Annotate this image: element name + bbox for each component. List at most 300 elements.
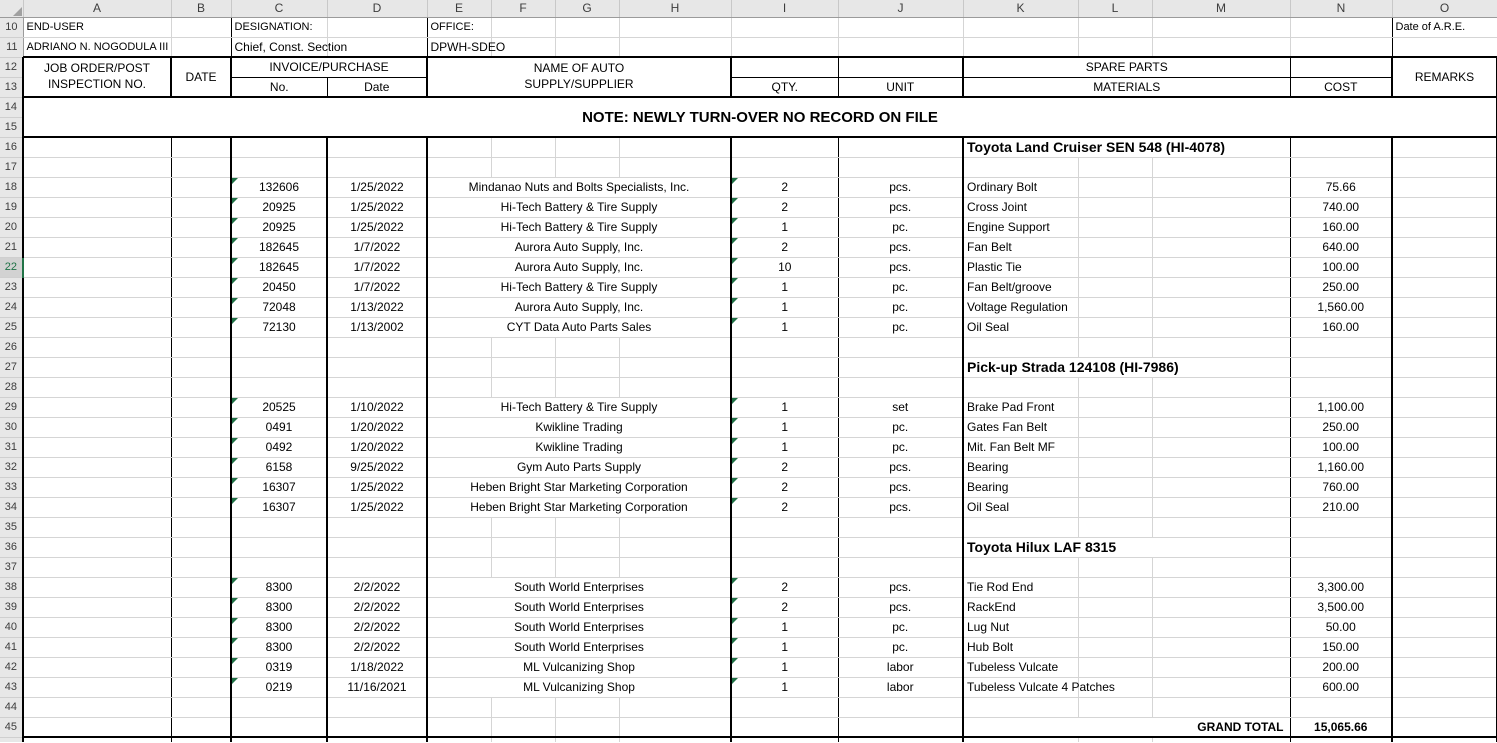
empty-cell[interactable]	[327, 517, 427, 537]
cell-qty[interactable]	[731, 677, 838, 697]
row-header-43[interactable]: 43	[0, 677, 23, 697]
empty-cell[interactable]	[1152, 637, 1290, 657]
row-header-11[interactable]: 11	[0, 37, 23, 57]
empty-cell[interactable]	[1152, 697, 1290, 717]
empty-cell[interactable]	[1078, 257, 1152, 277]
empty-cell[interactable]	[1392, 597, 1497, 617]
cell-material[interactable]	[963, 257, 1078, 277]
cell-unit[interactable]	[838, 297, 963, 317]
empty-cell[interactable]	[171, 397, 231, 417]
empty-cell[interactable]	[1290, 357, 1392, 377]
empty-cell[interactable]	[619, 557, 731, 577]
empty-cell[interactable]	[491, 557, 555, 577]
empty-cell[interactable]	[1152, 657, 1290, 677]
row-header-29[interactable]: 29	[0, 397, 23, 417]
empty-cell[interactable]	[1078, 377, 1152, 397]
empty-cell[interactable]	[23, 637, 171, 657]
column-header-l[interactable]: L	[1078, 0, 1152, 17]
cell-invoice-date[interactable]	[327, 237, 427, 257]
empty-cell[interactable]	[838, 377, 963, 397]
column-header-o[interactable]: O	[1392, 0, 1497, 17]
column-header-e[interactable]: E	[427, 0, 491, 17]
select-all-button[interactable]	[0, 0, 23, 17]
column-header-b[interactable]: B	[171, 0, 231, 17]
empty-cell[interactable]	[555, 517, 619, 537]
cell-invoice-no[interactable]	[231, 237, 327, 257]
row-header-39[interactable]: 39	[0, 597, 23, 617]
column-header-a[interactable]: A	[23, 0, 171, 17]
empty-cell[interactable]	[555, 737, 619, 742]
empty-cell[interactable]	[23, 737, 171, 742]
empty-cell[interactable]	[1392, 657, 1497, 677]
column-header-i[interactable]: I	[731, 0, 838, 17]
cell-qty[interactable]	[731, 617, 838, 637]
empty-cell[interactable]	[619, 697, 731, 717]
empty-cell[interactable]	[491, 377, 555, 397]
empty-cell[interactable]	[963, 37, 1078, 57]
cell-invoice-date[interactable]	[327, 477, 427, 497]
cell-material[interactable]	[963, 457, 1078, 477]
cell-cost[interactable]	[1290, 197, 1392, 217]
cell-invoice-no[interactable]	[231, 217, 327, 237]
empty-cell[interactable]	[731, 137, 838, 157]
empty-cell[interactable]	[1152, 577, 1290, 597]
cell-supplier[interactable]	[427, 457, 731, 477]
empty-cell[interactable]	[1078, 617, 1152, 637]
empty-cell[interactable]	[231, 737, 327, 742]
cell-invoice-no[interactable]	[231, 417, 327, 437]
cell-invoice-no[interactable]	[231, 277, 327, 297]
row-header-34[interactable]: 34	[0, 497, 23, 517]
empty-cell[interactable]	[1152, 457, 1290, 477]
cell-qty[interactable]	[731, 497, 838, 517]
row-header-31[interactable]: 31	[0, 437, 23, 457]
empty-cell[interactable]	[619, 157, 731, 177]
cell-invoice-date[interactable]	[327, 657, 427, 677]
empty-cell[interactable]	[171, 737, 231, 742]
empty-cell[interactable]	[1152, 17, 1290, 37]
cell-unit[interactable]	[838, 417, 963, 437]
empty-cell[interactable]	[963, 737, 1078, 742]
cell-cost[interactable]	[1290, 457, 1392, 477]
empty-cell[interactable]	[1078, 237, 1152, 257]
empty-cell[interactable]	[555, 357, 619, 377]
empty-cell[interactable]	[1078, 577, 1152, 597]
empty-cell[interactable]	[231, 537, 327, 557]
empty-cell[interactable]	[1152, 437, 1290, 457]
cell-cost[interactable]	[1290, 397, 1392, 417]
empty-cell[interactable]	[1290, 17, 1392, 37]
cell-qty[interactable]	[731, 177, 838, 197]
empty-cell[interactable]	[327, 717, 427, 737]
empty-cell[interactable]	[555, 37, 619, 57]
note-banner[interactable]: NOTE: NEWLY TURN-OVER NO RECORD ON FILE	[23, 97, 1497, 137]
empty-cell[interactable]	[838, 357, 963, 377]
header-remarks[interactable]: REMARKS	[1392, 57, 1497, 97]
empty-cell[interactable]	[427, 537, 491, 557]
row-header-13[interactable]: 13	[0, 77, 23, 97]
empty-cell[interactable]	[731, 697, 838, 717]
cell-invoice-no[interactable]	[231, 197, 327, 217]
cell-invoice-no[interactable]	[231, 637, 327, 657]
empty-cell[interactable]	[838, 17, 963, 37]
empty-cell[interactable]	[491, 337, 555, 357]
cell-invoice-date[interactable]	[327, 197, 427, 217]
cell-material[interactable]	[963, 317, 1078, 337]
empty-cell[interactable]	[427, 557, 491, 577]
empty-cell[interactable]	[555, 717, 619, 737]
empty-cell[interactable]	[23, 717, 171, 737]
cell-cost[interactable]	[1290, 597, 1392, 617]
empty-cell[interactable]	[171, 337, 231, 357]
empty-cell[interactable]	[171, 677, 231, 697]
row-header-40[interactable]: 40	[0, 617, 23, 637]
empty-cell[interactable]	[555, 557, 619, 577]
empty-cell[interactable]	[1078, 297, 1152, 317]
empty-cell[interactable]	[1152, 297, 1290, 317]
empty-cell[interactable]	[1392, 277, 1497, 297]
row-header-15[interactable]: 15	[0, 117, 23, 137]
column-header-d[interactable]: D	[327, 0, 427, 17]
empty-cell[interactable]	[619, 37, 731, 57]
empty-cell[interactable]	[619, 377, 731, 397]
empty-cell[interactable]	[23, 257, 171, 277]
row-header-21[interactable]: 21	[0, 237, 23, 257]
cell-material[interactable]	[963, 617, 1078, 637]
empty-cell[interactable]	[1152, 37, 1290, 57]
empty-cell[interactable]	[1152, 217, 1290, 237]
empty-cell[interactable]	[171, 697, 231, 717]
cell-supplier[interactable]	[427, 237, 731, 257]
empty-cell[interactable]	[171, 37, 231, 57]
empty-cell[interactable]	[838, 697, 963, 717]
empty-cell[interactable]	[963, 377, 1078, 397]
empty-cell[interactable]	[1392, 317, 1497, 337]
header-date[interactable]: DATE	[171, 57, 231, 97]
cell-invoice-no[interactable]	[231, 177, 327, 197]
empty-cell[interactable]	[1392, 517, 1497, 537]
cell-qty[interactable]	[731, 277, 838, 297]
empty-cell[interactable]	[23, 417, 171, 437]
empty-cell[interactable]	[1392, 177, 1497, 197]
empty-cell[interactable]	[1078, 457, 1152, 477]
cell-material[interactable]	[963, 417, 1078, 437]
empty-cell[interactable]	[23, 397, 171, 417]
cell-cost[interactable]	[1290, 657, 1392, 677]
empty-cell[interactable]	[1392, 497, 1497, 517]
cell-supplier[interactable]	[427, 297, 731, 317]
row-header-46[interactable]	[0, 737, 23, 742]
cell-material[interactable]	[963, 657, 1078, 677]
empty-cell[interactable]	[327, 337, 427, 357]
empty-cell[interactable]	[171, 257, 231, 277]
cell-invoice-no[interactable]	[231, 437, 327, 457]
empty-cell[interactable]	[1078, 417, 1152, 437]
empty-cell[interactable]	[23, 677, 171, 697]
cell-end-user-label[interactable]: END-USER	[23, 17, 171, 37]
empty-cell[interactable]	[327, 157, 427, 177]
cell-qty[interactable]	[731, 217, 838, 237]
empty-cell[interactable]	[231, 157, 327, 177]
empty-cell[interactable]	[731, 517, 838, 537]
grand-total-label-cell[interactable]	[963, 717, 1290, 737]
cell-invoice-no[interactable]	[231, 497, 327, 517]
cell-invoice-no[interactable]	[231, 297, 327, 317]
cell-invoice-date[interactable]	[327, 597, 427, 617]
empty-cell[interactable]	[963, 697, 1078, 717]
empty-cell[interactable]	[491, 157, 555, 177]
empty-cell[interactable]	[231, 137, 327, 157]
empty-cell[interactable]	[838, 157, 963, 177]
empty-cell[interactable]	[427, 517, 491, 537]
empty-cell[interactable]	[731, 537, 838, 557]
cell-unit[interactable]	[838, 257, 963, 277]
empty-cell[interactable]	[1152, 317, 1290, 337]
empty-cell[interactable]	[1078, 157, 1152, 177]
cell-unit[interactable]	[838, 217, 963, 237]
column-header-h[interactable]: H	[619, 0, 731, 17]
empty-cell[interactable]	[171, 217, 231, 237]
empty-cell[interactable]	[171, 437, 231, 457]
empty-cell[interactable]	[1152, 557, 1290, 577]
empty-cell[interactable]	[327, 17, 427, 37]
row-header-20[interactable]: 20	[0, 217, 23, 237]
cell-unit[interactable]	[838, 457, 963, 477]
cell-material[interactable]	[963, 237, 1078, 257]
empty-cell[interactable]	[23, 237, 171, 257]
cell-supplier[interactable]	[427, 437, 731, 457]
empty-cell[interactable]	[1392, 437, 1497, 457]
empty-cell[interactable]	[838, 57, 963, 77]
empty-cell[interactable]	[1078, 197, 1152, 217]
empty-cell[interactable]	[23, 537, 171, 557]
empty-cell[interactable]	[23, 177, 171, 197]
empty-cell[interactable]	[171, 137, 231, 157]
column-header-k[interactable]: K	[963, 0, 1078, 17]
cell-cost[interactable]	[1290, 417, 1392, 437]
cell-unit[interactable]	[838, 477, 963, 497]
row-header-10[interactable]: 10	[0, 17, 23, 37]
empty-cell[interactable]	[327, 137, 427, 157]
empty-cell[interactable]	[963, 17, 1078, 37]
cell-invoice-date[interactable]	[327, 217, 427, 237]
empty-cell[interactable]	[1078, 597, 1152, 617]
cell-unit[interactable]	[838, 197, 963, 217]
empty-cell[interactable]	[1392, 337, 1497, 357]
empty-cell[interactable]	[731, 37, 838, 57]
empty-cell[interactable]	[1392, 617, 1497, 637]
cell-unit[interactable]	[838, 637, 963, 657]
cell-unit[interactable]	[838, 177, 963, 197]
section-title-cell[interactable]	[963, 537, 1290, 557]
empty-cell[interactable]	[23, 617, 171, 637]
row-header-23[interactable]: 23	[0, 277, 23, 297]
empty-cell[interactable]	[171, 317, 231, 337]
cell-qty[interactable]	[731, 297, 838, 317]
empty-cell[interactable]	[23, 357, 171, 377]
empty-cell[interactable]	[23, 477, 171, 497]
empty-cell[interactable]	[1392, 477, 1497, 497]
row-header-35[interactable]: 35	[0, 517, 23, 537]
empty-cell[interactable]	[1078, 277, 1152, 297]
header-materials[interactable]: MATERIALS	[963, 77, 1290, 97]
cell-qty[interactable]	[731, 457, 838, 477]
empty-cell[interactable]	[171, 417, 231, 437]
cell-qty[interactable]	[731, 657, 838, 677]
cell-unit[interactable]	[838, 237, 963, 257]
empty-cell[interactable]	[1392, 237, 1497, 257]
empty-cell[interactable]	[838, 537, 963, 557]
empty-cell[interactable]	[963, 337, 1078, 357]
empty-cell[interactable]	[619, 337, 731, 357]
cell-supplier[interactable]	[427, 477, 731, 497]
header-supplier[interactable]	[427, 57, 731, 97]
cell-cost[interactable]	[1290, 677, 1392, 697]
empty-cell[interactable]	[1392, 697, 1497, 717]
row-header-32[interactable]: 32	[0, 457, 23, 477]
cell-material[interactable]	[963, 297, 1078, 317]
empty-cell[interactable]	[1290, 517, 1392, 537]
row-header-26[interactable]: 26	[0, 337, 23, 357]
empty-cell[interactable]	[23, 557, 171, 577]
cell-unit[interactable]	[838, 677, 963, 697]
empty-cell[interactable]	[491, 697, 555, 717]
empty-cell[interactable]	[1392, 577, 1497, 597]
cell-cost[interactable]	[1290, 497, 1392, 517]
cell-supplier[interactable]	[427, 637, 731, 657]
cell-unit[interactable]	[838, 317, 963, 337]
empty-cell[interactable]	[838, 557, 963, 577]
row-header-36[interactable]: 36	[0, 537, 23, 557]
empty-cell[interactable]	[231, 697, 327, 717]
empty-cell[interactable]	[838, 717, 963, 737]
cell-supplier[interactable]	[427, 177, 731, 197]
empty-cell[interactable]	[171, 357, 231, 377]
empty-cell[interactable]	[327, 557, 427, 577]
row-header-17[interactable]: 17	[0, 157, 23, 177]
empty-cell[interactable]	[23, 157, 171, 177]
empty-cell[interactable]	[491, 737, 555, 742]
empty-cell[interactable]	[555, 697, 619, 717]
empty-cell[interactable]	[491, 537, 555, 557]
empty-cell[interactable]	[731, 157, 838, 177]
empty-cell[interactable]	[1078, 317, 1152, 337]
empty-cell[interactable]	[231, 337, 327, 357]
row-header-37[interactable]: 37	[0, 557, 23, 577]
empty-cell[interactable]	[171, 277, 231, 297]
empty-cell[interactable]	[491, 357, 555, 377]
cell-material[interactable]	[963, 197, 1078, 217]
empty-cell[interactable]	[171, 517, 231, 537]
empty-cell[interactable]	[1078, 697, 1152, 717]
empty-cell[interactable]	[1392, 157, 1497, 177]
cell-invoice-no[interactable]	[231, 617, 327, 637]
empty-cell[interactable]	[731, 17, 838, 37]
row-header-30[interactable]: 30	[0, 417, 23, 437]
empty-cell[interactable]	[171, 617, 231, 637]
row-header-27[interactable]: 27	[0, 357, 23, 377]
empty-cell[interactable]	[427, 157, 491, 177]
empty-cell[interactable]	[491, 17, 555, 37]
empty-cell[interactable]	[1152, 477, 1290, 497]
empty-cell[interactable]	[1078, 397, 1152, 417]
cell-qty[interactable]	[731, 637, 838, 657]
empty-cell[interactable]	[427, 377, 491, 397]
cell-cost[interactable]	[1290, 577, 1392, 597]
empty-cell[interactable]	[1152, 497, 1290, 517]
cell-supplier[interactable]	[427, 197, 731, 217]
header-qty[interactable]: QTY.	[731, 77, 838, 97]
cell-qty[interactable]	[731, 477, 838, 497]
cell-end-user-name[interactable]: ADRIANO N. NOGODULA III	[23, 37, 171, 57]
empty-cell[interactable]	[1290, 557, 1392, 577]
empty-cell[interactable]	[1078, 637, 1152, 657]
column-header-m[interactable]: M	[1152, 0, 1290, 17]
cell-supplier[interactable]	[427, 577, 731, 597]
cell-material[interactable]	[963, 437, 1078, 457]
cell-qty[interactable]	[731, 237, 838, 257]
cell-supplier[interactable]	[427, 217, 731, 237]
empty-cell[interactable]	[1078, 497, 1152, 517]
cell-qty[interactable]	[731, 597, 838, 617]
empty-cell[interactable]	[427, 737, 491, 742]
empty-cell[interactable]	[1392, 197, 1497, 217]
empty-cell[interactable]	[1078, 337, 1152, 357]
cell-material[interactable]	[963, 177, 1078, 197]
empty-cell[interactable]	[1290, 697, 1392, 717]
empty-cell[interactable]	[555, 377, 619, 397]
empty-cell[interactable]	[231, 557, 327, 577]
empty-cell[interactable]	[23, 337, 171, 357]
empty-cell[interactable]	[327, 357, 427, 377]
cell-unit[interactable]	[838, 597, 963, 617]
empty-cell[interactable]	[1392, 637, 1497, 657]
empty-cell[interactable]	[1078, 657, 1152, 677]
cell-invoice-date[interactable]	[327, 417, 427, 437]
cell-invoice-date[interactable]	[327, 437, 427, 457]
cell-cost[interactable]	[1290, 177, 1392, 197]
cell-designation-value[interactable]	[231, 37, 348, 57]
cell-material[interactable]	[963, 397, 1078, 417]
empty-cell[interactable]	[731, 337, 838, 357]
row-header-14[interactable]: 14	[0, 97, 23, 117]
empty-cell[interactable]	[1152, 177, 1290, 197]
empty-cell[interactable]	[1152, 677, 1290, 697]
cell-invoice-no[interactable]	[231, 257, 327, 277]
empty-cell[interactable]	[619, 717, 731, 737]
cell-invoice-date[interactable]	[327, 297, 427, 317]
cell-supplier[interactable]	[427, 497, 731, 517]
cell-designation-label[interactable]: DESIGNATION:	[231, 17, 327, 37]
empty-cell[interactable]	[171, 477, 231, 497]
cell-supplier[interactable]	[427, 677, 731, 697]
cell-unit[interactable]	[838, 657, 963, 677]
cell-qty[interactable]	[731, 317, 838, 337]
empty-cell[interactable]	[1290, 137, 1392, 157]
empty-cell[interactable]	[231, 357, 327, 377]
empty-cell[interactable]	[1392, 357, 1497, 377]
empty-cell[interactable]	[171, 637, 231, 657]
cell-invoice-date[interactable]	[327, 677, 427, 697]
empty-cell[interactable]	[1152, 237, 1290, 257]
cell-cost[interactable]	[1290, 317, 1392, 337]
empty-cell[interactable]	[1078, 517, 1152, 537]
empty-cell[interactable]	[23, 217, 171, 237]
empty-cell[interactable]	[231, 517, 327, 537]
empty-cell[interactable]	[427, 357, 491, 377]
empty-cell[interactable]	[231, 717, 327, 737]
empty-cell[interactable]	[1392, 457, 1497, 477]
